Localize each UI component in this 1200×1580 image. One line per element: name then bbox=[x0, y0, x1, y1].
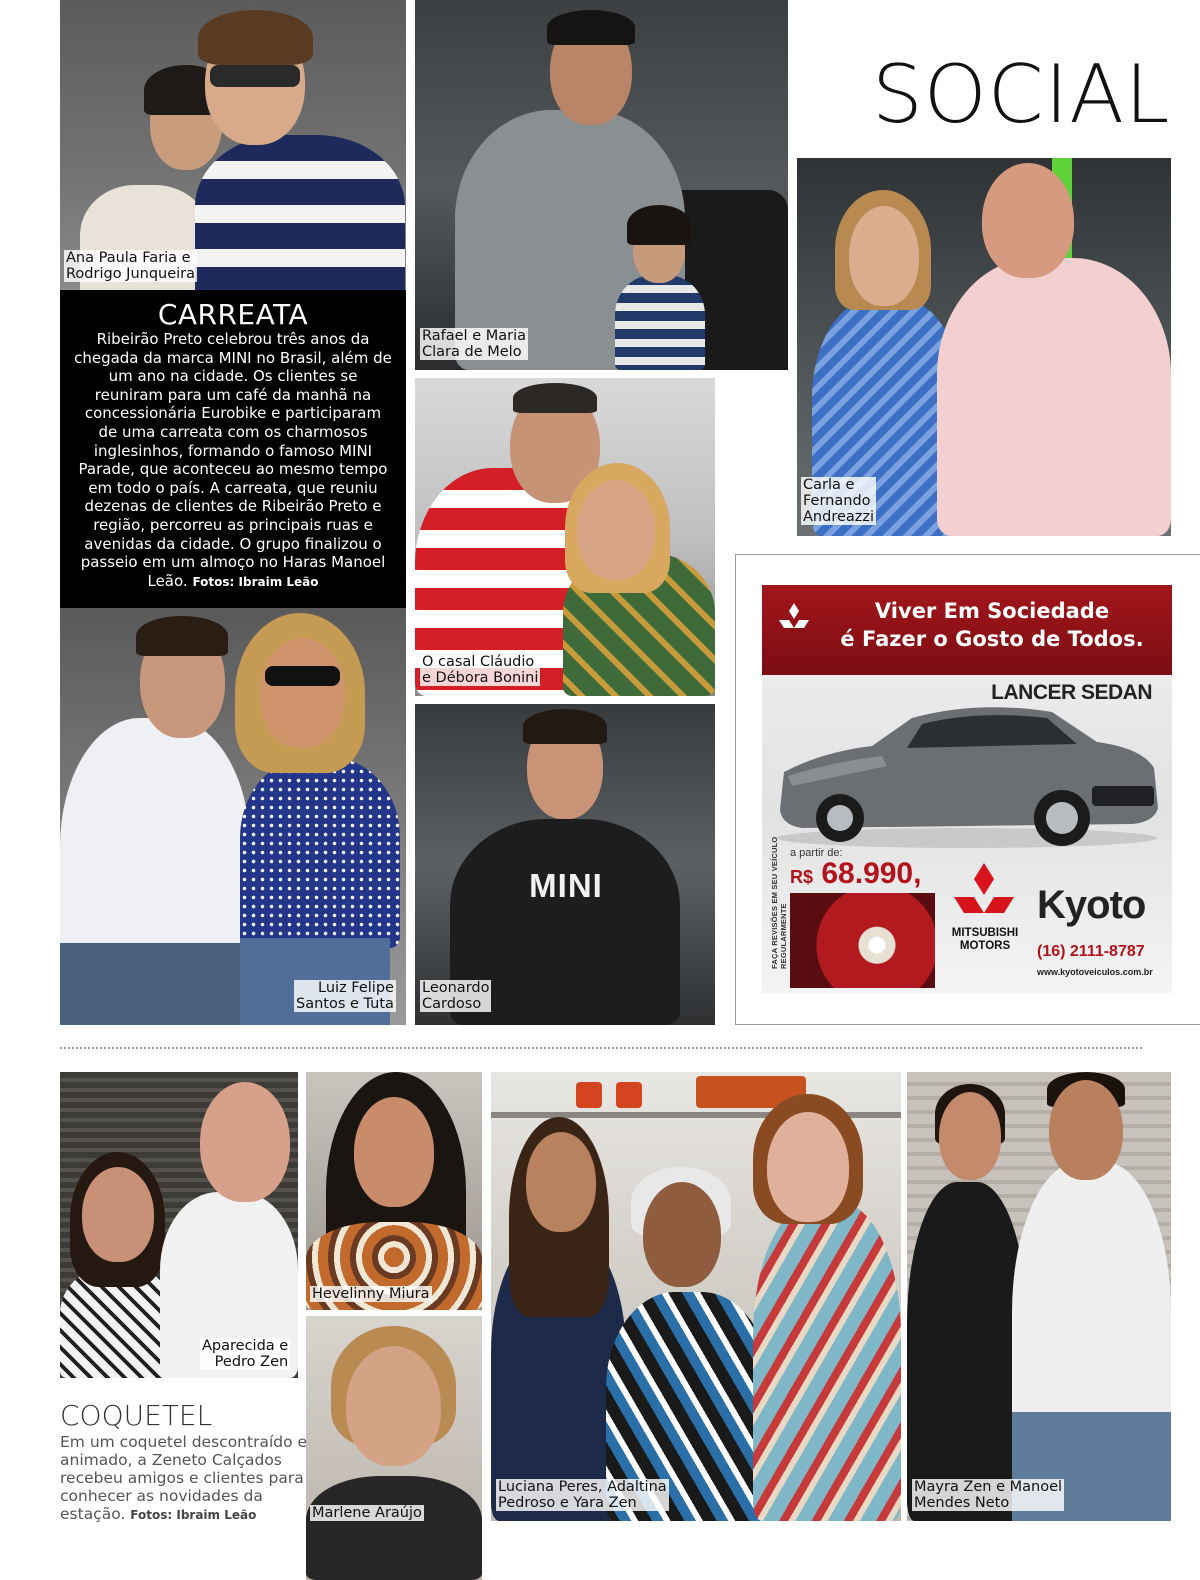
shirt-print: MINI bbox=[529, 867, 603, 904]
ad-website-link[interactable]: www.kyotoveiculos.com.br bbox=[1037, 967, 1153, 977]
photo-caption: O casal Cláudio e Débora Bonini bbox=[422, 654, 539, 686]
photo-aparecida-pedro bbox=[60, 1072, 298, 1378]
photo-credit: Fotos: Ibraim Leão bbox=[192, 574, 319, 589]
ad-side-note: FAÇA REVISÕES EM SEU VEÍCULO REGULARMENTE bbox=[770, 836, 788, 969]
photo-caption: Ana Paula Faria e Rodrigo Junqueira bbox=[66, 250, 196, 282]
taillight-image bbox=[790, 893, 935, 988]
photo-luciana-adaltina-yara bbox=[491, 1072, 901, 1521]
carreata-body: Ribeirão Preto celebrou três anos da chegada da marca MINI no Brasil, além de um ano na cidade. Os clientes se reuniram para um café da manhã na concessionária Eurobike e participaram de uma carreata com os charmosos inglesinhos, formando o famoso MINI Parade, que aconteceu ao mesmo tempo em todo o país. A carreata, que reuniu dezenas de clientes de Ribeirão Preto e região, percorreu as principais ruas e avenidas da cidade. O grupo finalizou o passeio em um almoço no Haras Manoel Leão. Fotos: Ibraim Leão bbox=[74, 330, 392, 590]
ad-brand: Kyoto bbox=[1037, 883, 1146, 927]
carreata-title: CARREATA bbox=[157, 298, 309, 331]
photo-caption: Leonardo Cardoso bbox=[422, 980, 490, 1012]
mitsubishi-logo-icon bbox=[776, 603, 812, 635]
section-title: SOCIAL bbox=[872, 48, 1171, 141]
photo-caption: Aparecida e Pedro Zen bbox=[202, 1338, 289, 1370]
photo-caption: Mayra Zen e Manoel Mendes Neto bbox=[914, 1479, 1063, 1511]
photo-mayra-manoel bbox=[907, 1072, 1171, 1521]
photo-rafael-maria-clara bbox=[415, 0, 788, 370]
ad-phone[interactable]: (16) 2111-8787 bbox=[1037, 943, 1145, 960]
photo-ana-paula-rodrigo bbox=[60, 0, 406, 290]
ad-car-model: LANCER SEDAN bbox=[991, 681, 1152, 704]
coquetel-body: Em um coquetel descontraído e animado, a Zeneto Calçados recebeu amigos e clientes para conhecer as novidades da estação. Fotos: Ibraim Leão bbox=[60, 1433, 308, 1523]
carreata-article bbox=[60, 290, 406, 608]
ad-maker-name: MITSUBISHI MOTORS bbox=[951, 927, 1019, 952]
ad-price: R$ 68.990, bbox=[790, 857, 922, 890]
photo-caption: Hevelinny Miura bbox=[312, 1286, 430, 1302]
ad-price-prefix: a partir de: bbox=[790, 847, 843, 859]
photo-claudio-debora bbox=[415, 378, 715, 696]
photo-caption: Luiz Felipe Santos e Tuta bbox=[296, 980, 394, 1012]
photo-marlene bbox=[306, 1316, 482, 1580]
photo-luiz-felipe-tuta bbox=[60, 608, 406, 1025]
coquetel-title: COQUETEL bbox=[60, 1399, 213, 1432]
car-image bbox=[762, 690, 1172, 860]
photo-caption: Rafael e Maria Clara de Melo bbox=[422, 328, 526, 360]
photo-hevelinny bbox=[306, 1072, 482, 1310]
kyoto-advertisement[interactable] bbox=[762, 585, 1172, 993]
photo-caption: Carla e Fernando Andreazzi bbox=[803, 477, 875, 525]
photo-leonardo bbox=[415, 704, 715, 1025]
ad-slogan: Viver Em Sociedade é Fazer o Gosto de Todos. bbox=[840, 599, 1144, 651]
section-divider bbox=[60, 1047, 1142, 1049]
ad-banner bbox=[762, 585, 1172, 675]
photo-credit: Fotos: Ibraim Leão bbox=[130, 1508, 257, 1522]
mitsubishi-diamonds-icon bbox=[947, 863, 1021, 927]
photo-caption: Marlene Araújo bbox=[312, 1505, 422, 1521]
photo-caption: Luciana Peres, Adaltina Pedroso e Yara Zen bbox=[498, 1479, 667, 1511]
